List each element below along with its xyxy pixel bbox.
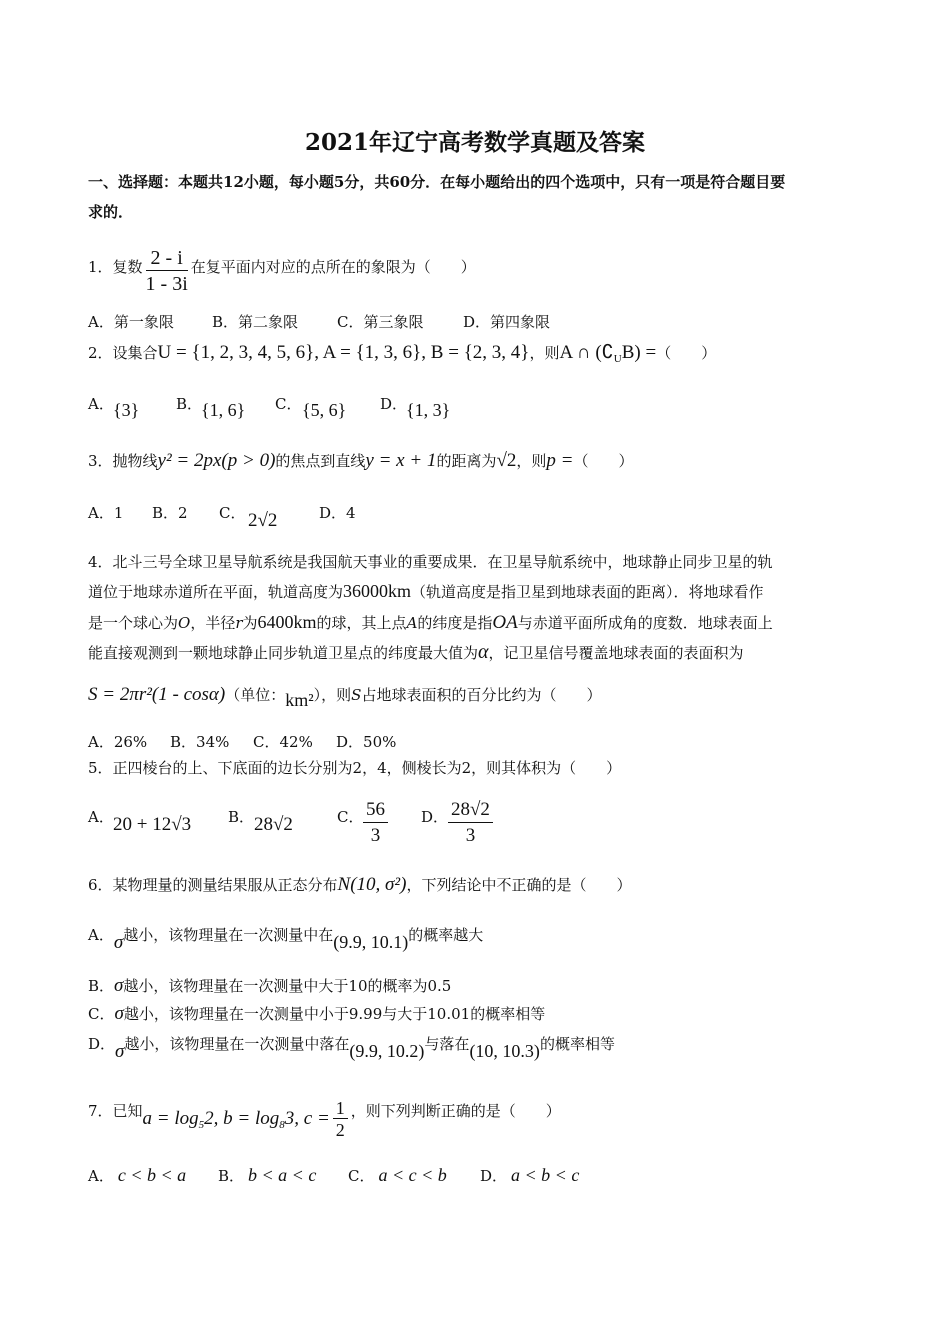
q2-option-c-label: C．: [275, 395, 302, 413]
q4-s: S: [351, 686, 362, 704]
q5-option-b-value: 28√2: [254, 814, 293, 835]
q7-expr-b: 2, b = log: [204, 1107, 280, 1129]
q2-number: 2．设集合: [88, 344, 158, 362]
q1-number: 1．复数: [88, 258, 143, 276]
q6-option-c: [88, 1003, 545, 1025]
q5-option-a-label: A．: [88, 808, 114, 826]
question-4-line3: [88, 611, 773, 634]
q1-option-c: C．第三象限: [337, 313, 424, 331]
q4-l5f: 占地球表面积的百分比约为（ ）: [361, 686, 602, 704]
question-4-line4: [88, 641, 744, 664]
q4-l4c: ，记卫星信号覆盖地球表面的表面积为: [488, 644, 744, 662]
q2-option-b-value: {1, 6}: [201, 400, 246, 420]
q6-option-c-text: 越小，该物理量在一次测量中小于9.99与大于10.01的概率相等: [123, 1005, 546, 1023]
q7-option-d-value: a < b < c: [511, 1165, 580, 1185]
q7-option-a-label: A．: [88, 1167, 114, 1185]
q7-text: ，则下列判断正确的是（ ）: [350, 1101, 561, 1120]
q2-option-d: [380, 393, 407, 415]
q2-option-d-label: D．: [380, 395, 408, 413]
q2-target-start: A ∩ (∁: [559, 342, 614, 363]
q2-paren: （ ）: [656, 344, 717, 362]
q4-l3k: 与赤道平面所成角的度数．地球表面上: [517, 614, 773, 632]
q1-option-b: B．第二象限: [212, 313, 299, 331]
q6-text: ，下列结论中不正确的是（ ）: [406, 876, 632, 894]
q5-d-fraction: [448, 798, 493, 849]
q2-option-b-label: B．: [176, 395, 203, 413]
q4-option-b: B．34%: [170, 733, 230, 751]
q4-l4a: 能直接观测到一颗地球静止同步轨道卫星点的纬度最大值为: [88, 644, 479, 662]
q5-option-a-value: 20 + 12√3: [113, 814, 192, 835]
page-title: 2021年辽宁高考数学真题及答案: [304, 129, 645, 156]
q7-c-num: 1: [333, 1098, 348, 1119]
q2-option-a: [88, 393, 114, 415]
q4-l2a: 道位于地球赤道所在平面，轨道高度为: [88, 583, 344, 601]
q3-option-c-value: 2√2: [248, 510, 278, 531]
q7-option-b-label: B．: [218, 1167, 245, 1185]
section-heading-line1: 一、选择题：本题共12小题，每小题5分，共60分．在每小题给出的四个选项中，只有一项是符合题目要: [88, 173, 786, 191]
q4-radius-value: 6400km: [257, 612, 317, 632]
q7-c-fraction: [333, 1098, 348, 1141]
q4-l2c: （轨道高度是指卫星到地球表面的距离）．将地球看作: [411, 583, 764, 601]
q5-option-c-value: [360, 798, 391, 849]
q4-l3a: 是一个球心为: [88, 614, 179, 632]
q2-option-a-value: {3}: [113, 400, 140, 420]
q2-option-c-value: {5, 6}: [302, 400, 347, 420]
q1-text: 在复平面内对应的点所在的象限为（ ）: [190, 258, 476, 276]
question-4-line5: [88, 684, 601, 711]
q7-c-den: 2: [335, 1120, 345, 1140]
q7-base2: 8: [279, 1118, 285, 1131]
q4-area-formula: S = 2πr²(1 - cosα): [88, 684, 226, 705]
q6-option-c-label: C．: [88, 1005, 115, 1023]
question-4-line2: [88, 580, 764, 603]
q3-option-a: A．1: [88, 504, 124, 522]
q6-option-a-text2: 的概率越大: [408, 926, 484, 944]
q2-option-d-value: {1, 3}: [406, 400, 451, 420]
q7-option-c-value: a < c < b: [378, 1165, 447, 1185]
q3-parabola: y² = 2px(p > 0): [157, 450, 276, 471]
q6-option-a-interval: (9.9, 10.1): [333, 932, 409, 952]
q1-option-d: D．第四象限: [463, 313, 551, 331]
q7-option-b: [218, 1164, 316, 1187]
q3-p: p =: [546, 450, 574, 471]
q2-target: [559, 342, 656, 363]
question-2: [88, 342, 716, 370]
q7-number: 7．已知: [88, 1101, 143, 1120]
q5-c-den: 3: [370, 825, 381, 846]
q5-c-fraction: [363, 798, 388, 849]
q3-option-b: B．2: [152, 504, 188, 522]
q5-d-den: 3: [465, 825, 476, 846]
q6-distribution: N(10, σ²): [337, 874, 407, 895]
q3-paren: （ ）: [573, 452, 634, 470]
q5-option-b-label: B．: [228, 808, 255, 826]
q4-option-d: D．50%: [336, 733, 397, 751]
q6-option-d-text3: 的概率相等: [539, 1035, 615, 1053]
q4-radius-r: r: [235, 614, 243, 632]
q2-sets: U = {1, 2, 3, 4, 5, 6}, A = {1, 3, 6}, B = {2, 3, 4}: [157, 342, 530, 363]
q2-target-sub: U: [613, 353, 622, 365]
question-6: [88, 874, 631, 896]
q3-option-c: C．: [219, 504, 246, 522]
q3-number: 3．抛物线: [88, 452, 158, 470]
question-5: 5．正四棱台的上、下底面的边长分别为2，4，侧棱长为2，则其体积为（ ）: [88, 759, 622, 777]
q5-d-num: 28√2: [448, 798, 493, 823]
q3-text1: 的焦点到直线: [275, 452, 366, 470]
q4-alpha: α: [478, 641, 489, 663]
q7-expr-c: 3, c =: [284, 1107, 330, 1129]
q5-c-num: 56: [363, 798, 388, 823]
section-heading-line2: 求的．: [88, 203, 134, 221]
q6-option-b: [88, 975, 451, 997]
q6-option-d-text1: 越小，该物理量在一次测量中落在: [124, 1035, 350, 1053]
q4-unit: km²: [285, 690, 314, 710]
q3-option-d: D．4: [319, 504, 356, 522]
question-3: [88, 450, 634, 472]
q3-line: y = x + 1: [365, 450, 437, 471]
q7-option-d: [480, 1164, 579, 1187]
q5-option-d-value: [445, 798, 496, 849]
q6-option-b-sigma: σ: [114, 975, 124, 996]
q4-l3g: 的球，其上点: [316, 614, 407, 632]
q4-option-a: A．26%: [88, 733, 148, 751]
q3-distance: √2: [496, 450, 517, 471]
q5-option-d-label: D．: [421, 808, 449, 826]
q4-orbit-height: 36000km: [343, 581, 412, 601]
q4-l5b: （单位：: [225, 686, 286, 704]
q1-frac-num: 2 - i: [146, 246, 188, 271]
q4-center-o: O: [178, 614, 191, 632]
q4-l3c: ，半径: [190, 614, 236, 632]
q2-target-end: B) =: [621, 342, 657, 363]
q6-option-d-interval1: (9.9, 10.2): [349, 1041, 425, 1061]
q4-oa: OA: [492, 612, 518, 633]
q5-option-c-label: C．: [337, 808, 364, 826]
q2-option-a-label: A．: [88, 395, 114, 413]
q6-option-a-label: A．: [88, 926, 114, 944]
q6-option-b-text: 越小，该物理量在一次测量中大于10的概率为0.5: [123, 977, 452, 995]
q6-option-d-sigma: σ: [115, 1041, 125, 1062]
q1-fraction: [146, 246, 188, 297]
q2-option-b: [176, 393, 202, 415]
q4-l3e: 为: [242, 614, 258, 632]
q6-option-d-text2: 与落在: [424, 1035, 470, 1053]
q7-expr-a: a = log: [142, 1107, 199, 1129]
q2-option-c: [275, 393, 301, 415]
question-7: [88, 1098, 561, 1141]
q6-number: 6．某物理量的测量结果服从正态分布: [88, 876, 338, 894]
q6-option-c-sigma: σ: [114, 1003, 124, 1024]
q3-text2: 的距离为: [436, 452, 497, 470]
q7-expression: [142, 1098, 351, 1140]
q6-option-b-label: B．: [88, 977, 115, 995]
q7-option-c-label: C．: [348, 1167, 375, 1185]
q4-option-c: C．42%: [253, 733, 313, 751]
q2-then: ，则: [529, 344, 560, 362]
q6-option-a: [88, 924, 483, 954]
q6-option-a-text1: 越小，该物理量在一次测量中在: [123, 926, 334, 944]
q7-option-b-value: b < a < c: [248, 1165, 317, 1185]
q7-option-c: [348, 1164, 447, 1187]
q4-l3i: 的纬度是指: [417, 614, 493, 632]
q4-l5d: ），则: [313, 686, 352, 704]
question-1: [88, 246, 476, 297]
q6-option-a-sigma: σ: [113, 932, 124, 953]
q7-option-a-value: c < b < a: [117, 1165, 187, 1185]
q4-point-a: A: [406, 614, 418, 632]
q7-option-a: [88, 1164, 186, 1187]
q6-option-d: [88, 1033, 615, 1063]
q7-base1: 5: [198, 1118, 205, 1131]
q3-text3: ，则: [516, 452, 547, 470]
q7-option-d-label: D．: [480, 1167, 508, 1185]
q6-option-d-label: D．: [88, 1035, 116, 1053]
q6-option-d-interval2: (10, 10.3): [469, 1041, 540, 1061]
q1-option-a: A．第一象限: [88, 313, 174, 331]
q1-frac-den: 1 - 3i: [145, 273, 188, 295]
question-4-line1: 4．北斗三号全球卫星导航系统是我国航天事业的重要成果．在卫星导航系统中，地球静止同步卫星的轨: [88, 553, 773, 571]
